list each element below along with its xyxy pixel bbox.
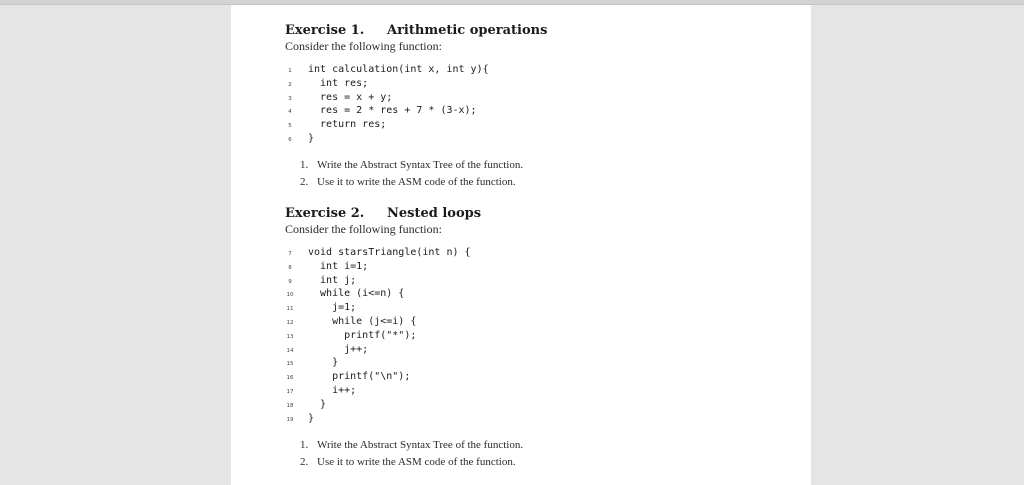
line-number: 18 (286, 402, 294, 409)
code-text: int i=1; (308, 260, 369, 272)
line-number: 10 (286, 292, 294, 299)
task-text: Use it to write the ASM code of the function. (317, 176, 516, 188)
line-number: 13 (286, 333, 294, 340)
task-number: 2. (300, 176, 309, 188)
line-number: 15 (286, 361, 294, 368)
line-number: 2 (288, 81, 292, 88)
code-text: res = 2 * res + 7 * (3-x); (308, 105, 477, 117)
exercise-2-heading (285, 206, 481, 221)
exercise-1-title: Arithmetic operations (387, 23, 548, 38)
task-number: 1. (300, 159, 309, 171)
code-line (285, 357, 585, 371)
task-number: 1. (300, 439, 309, 451)
code-line (285, 413, 585, 427)
task-number: 2. (300, 456, 309, 468)
line-number: 7 (288, 251, 292, 257)
task-text: Use it to write the ASM code of the function. (317, 456, 516, 468)
code-text: i++; (308, 384, 357, 396)
code-line (285, 344, 585, 358)
exercise-2-intro: Consider the following function: (285, 222, 442, 236)
code-text: printf("\n"); (308, 371, 411, 383)
line-number: 11 (286, 306, 294, 313)
task-item (300, 159, 523, 176)
line-number: 4 (288, 109, 292, 116)
line-number: 14 (286, 347, 294, 354)
code-line (285, 92, 585, 106)
exercise-1-number: Exercise 1. (285, 23, 365, 38)
code-text: res = x + y; (308, 91, 393, 103)
code-text: void starsTriangle(int n) { (308, 247, 471, 258)
code-line (285, 288, 585, 302)
code-line (285, 302, 585, 316)
code-text: j++; (308, 343, 369, 355)
code-line (285, 78, 585, 92)
code-text: } (308, 398, 327, 410)
code-line (285, 133, 585, 147)
line-number: 1 (288, 68, 292, 74)
exercise-1-intro: Consider the following function: (285, 39, 442, 53)
code-text: while (j<=i) { (308, 315, 417, 327)
code-text: int calculation(int x, int y){ (308, 64, 489, 75)
line-number: 16 (286, 375, 294, 382)
code-text: } (308, 412, 315, 424)
task-text: Write the Abstract Syntax Tree of the function. (317, 439, 524, 451)
code-line (285, 330, 585, 344)
code-text: return res; (308, 119, 387, 131)
line-number: 12 (286, 319, 294, 326)
task-item (300, 176, 523, 193)
code-text: } (308, 132, 315, 144)
code-line (285, 316, 585, 330)
code-text: while (i<=n) { (308, 288, 405, 300)
code-text: printf("*"); (308, 329, 417, 341)
exercise-2-code-listing (285, 247, 585, 426)
exercise-2-title: Nested loops (387, 206, 482, 221)
exercise-2-number: Exercise 2. (285, 206, 365, 221)
code-line (285, 247, 585, 261)
exercise-2-task-list (300, 439, 523, 473)
code-text: int j; (308, 274, 357, 286)
line-number: 8 (288, 264, 292, 271)
code-line (285, 261, 585, 275)
exercise-1-code-listing (285, 64, 585, 147)
line-number: 3 (288, 95, 292, 102)
document-page (231, 5, 811, 485)
exercise-1-task-list (300, 159, 523, 193)
code-line (285, 275, 585, 289)
line-number: 5 (288, 123, 292, 130)
task-item (300, 456, 523, 473)
task-text: Write the Abstract Syntax Tree of the function. (317, 159, 524, 171)
code-line (285, 105, 585, 119)
task-item (300, 439, 523, 456)
line-number: 19 (286, 416, 294, 423)
code-text: } (308, 357, 339, 369)
code-text: j=1; (308, 302, 357, 314)
line-number: 17 (286, 388, 294, 395)
line-number: 6 (288, 136, 292, 143)
exercise-1-heading (285, 23, 547, 38)
line-number: 9 (288, 278, 292, 285)
code-line (285, 371, 585, 385)
code-text: int res; (308, 77, 369, 89)
code-line (285, 119, 585, 133)
code-line (285, 399, 585, 413)
code-line (285, 385, 585, 399)
code-line (285, 64, 585, 78)
